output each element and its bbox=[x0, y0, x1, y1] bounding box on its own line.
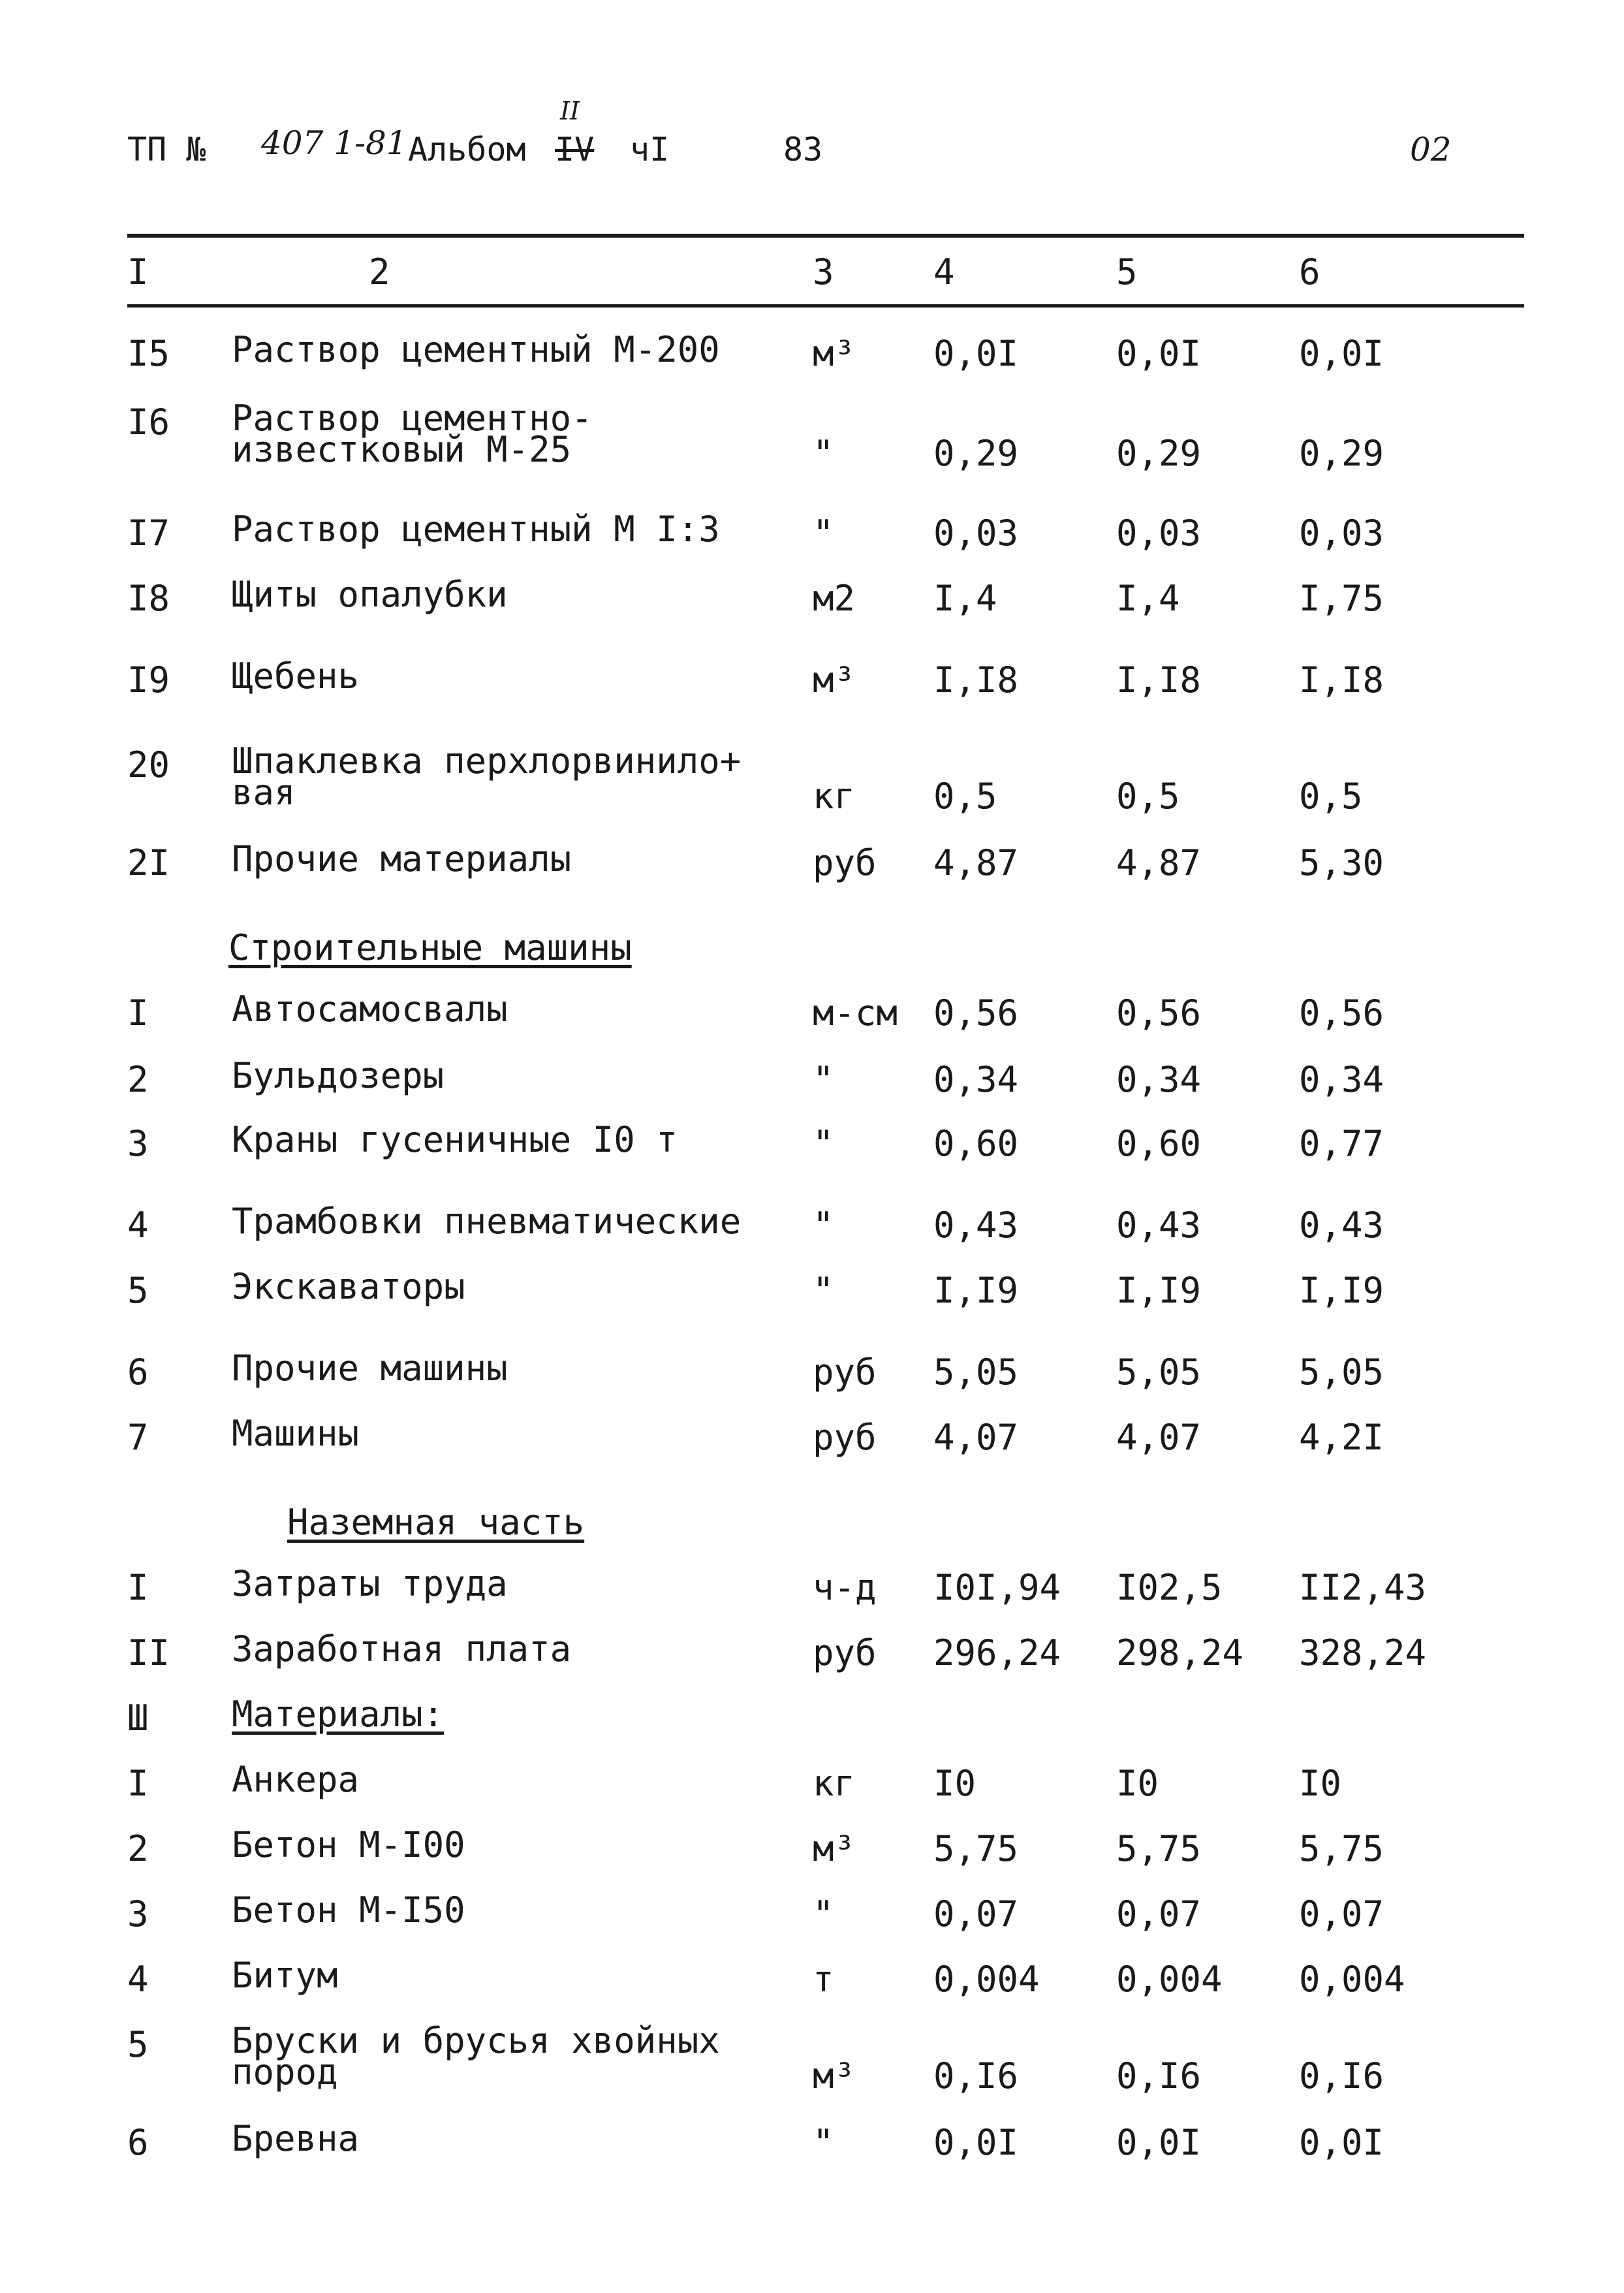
row-value-5: I02,5 bbox=[1116, 1567, 1223, 1608]
row-name: Раствор цементный М I:3 bbox=[232, 509, 720, 550]
row-unit: руб bbox=[813, 1417, 877, 1458]
row-value-6: 0,0I bbox=[1299, 333, 1384, 374]
table-row bbox=[0, 1413, 1624, 1482]
row-number: II bbox=[127, 1632, 170, 1673]
row-value-6: 4,2I bbox=[1299, 1417, 1384, 1458]
row-number: I5 bbox=[127, 333, 170, 374]
row-value-6: 0,77 bbox=[1299, 1123, 1384, 1164]
header-bottom-rule bbox=[127, 304, 1524, 308]
row-name-line-1: Шпаклевка перхлорвинило+ bbox=[232, 740, 742, 782]
row-name: Заработная плата bbox=[232, 1628, 572, 1669]
row-name: Щебень bbox=[232, 656, 360, 697]
table-row bbox=[0, 838, 1624, 908]
row-unit: кг bbox=[813, 1763, 856, 1804]
row-name: Щиты опалубки bbox=[232, 574, 508, 615]
col-number-2: 2 bbox=[369, 251, 390, 293]
row-value-4: 0,004 bbox=[933, 1959, 1040, 2000]
row-value-5: 298,24 bbox=[1116, 1632, 1244, 1673]
row-value-6: I0 bbox=[1299, 1763, 1342, 1804]
row-value-5: 0,07 bbox=[1116, 1893, 1202, 1935]
row-value-5: 4,07 bbox=[1116, 1417, 1202, 1458]
row-number: 3 bbox=[127, 1893, 149, 1935]
row-unit: " bbox=[813, 1270, 834, 1311]
row-number: 5 bbox=[127, 2024, 149, 2065]
row-value-6: 0,34 bbox=[1299, 1059, 1384, 1100]
table-row bbox=[0, 2118, 1624, 2187]
row-unit: м³ bbox=[813, 2055, 856, 2096]
row-name: Раствор цементный М-200 bbox=[232, 329, 720, 370]
row-name-line-2: вая bbox=[232, 772, 296, 813]
row-value-4: 0,I6 bbox=[933, 2055, 1019, 2096]
row-value-6: II2,43 bbox=[1299, 1567, 1427, 1608]
corner-mark: 02 bbox=[1410, 131, 1452, 168]
row-value-4: I,I9 bbox=[933, 1270, 1019, 1311]
row-unit: м2 bbox=[813, 578, 856, 619]
row-name: Бульдозеры bbox=[232, 1055, 445, 1096]
col-number-5: 5 bbox=[1116, 251, 1138, 293]
table-row bbox=[0, 1201, 1624, 1270]
album-number: IV bbox=[555, 131, 595, 168]
row-value-6: I,75 bbox=[1299, 578, 1384, 619]
row-value-4: 0,03 bbox=[933, 513, 1019, 554]
table-row bbox=[0, 2020, 1624, 2122]
row-value-5: I,I8 bbox=[1116, 659, 1202, 701]
row-number: I bbox=[127, 1567, 149, 1608]
row-value-5: 0,0I bbox=[1116, 333, 1202, 374]
row-number: Ш bbox=[127, 1698, 149, 1739]
row-value-4: I,4 bbox=[933, 578, 997, 619]
table-row bbox=[0, 1890, 1624, 1959]
part-label: чI bbox=[630, 131, 670, 168]
table-row bbox=[0, 1759, 1624, 1828]
row-unit: " bbox=[813, 1205, 834, 1246]
row-value-6: 0,07 bbox=[1299, 1893, 1384, 1935]
row-unit: " bbox=[813, 433, 834, 474]
row-unit: ч-д bbox=[813, 1567, 877, 1608]
table-row bbox=[0, 1694, 1624, 1763]
row-name-line-1: Бруски и брусья хвойных bbox=[232, 2020, 720, 2061]
row-unit: м³ bbox=[813, 1828, 856, 1869]
row-value-5: 0,0I bbox=[1116, 2122, 1202, 2163]
row-unit: м³ bbox=[813, 333, 856, 374]
table-row bbox=[0, 398, 1624, 499]
row-value-6: 0,29 bbox=[1299, 433, 1384, 474]
table-row bbox=[0, 1955, 1624, 2024]
table-row bbox=[0, 1266, 1624, 1335]
table-row bbox=[0, 1055, 1624, 1124]
row-unit: руб bbox=[813, 1632, 877, 1673]
row-number: 2 bbox=[127, 1059, 149, 1100]
row-value-4: 0,43 bbox=[933, 1205, 1019, 1246]
row-value-5: I,4 bbox=[1116, 578, 1180, 619]
row-value-4: 0,0I bbox=[933, 2122, 1019, 2163]
row-value-6: I,I8 bbox=[1299, 659, 1384, 701]
table-row bbox=[0, 988, 1624, 1058]
table-row bbox=[0, 1119, 1624, 1188]
row-value-4: I0 bbox=[933, 1763, 976, 1804]
row-unit: т bbox=[813, 1959, 834, 2000]
row-value-4: 0,56 bbox=[933, 992, 1019, 1034]
row-value-6: 0,I6 bbox=[1299, 2055, 1384, 2096]
row-value-6: 0,43 bbox=[1299, 1205, 1384, 1246]
section-heading-ground: Наземная часть bbox=[287, 1502, 585, 1543]
row-number: 4 bbox=[127, 1959, 149, 2000]
row-unit: м-см bbox=[813, 992, 898, 1034]
row-name: Автосамосвалы bbox=[232, 988, 508, 1030]
table-row bbox=[0, 574, 1624, 643]
row-value-5: I0 bbox=[1116, 1763, 1159, 1804]
album-number-handwritten: II bbox=[560, 97, 580, 125]
row-number: 5 bbox=[127, 1270, 149, 1311]
row-name: Бетон М-I50 bbox=[232, 1890, 465, 1931]
row-unit: " bbox=[813, 2122, 834, 2163]
row-value-5: 4,87 bbox=[1116, 842, 1202, 883]
row-number: 2I bbox=[127, 842, 170, 883]
row-name: Прочие машины bbox=[232, 1348, 508, 1389]
row-value-4: 0,29 bbox=[933, 433, 1019, 474]
row-name: Битум bbox=[232, 1955, 338, 1996]
table-row bbox=[0, 1628, 1624, 1698]
row-value-4: 0,60 bbox=[933, 1123, 1019, 1164]
row-unit: руб bbox=[813, 1352, 877, 1393]
row-value-4: 0,07 bbox=[933, 1893, 1019, 1935]
row-number: I6 bbox=[127, 402, 170, 443]
row-value-5: 0,004 bbox=[1116, 1959, 1223, 2000]
row-unit: руб bbox=[813, 842, 877, 883]
row-value-4: 0,34 bbox=[933, 1059, 1019, 1100]
row-name: Машины bbox=[232, 1413, 360, 1454]
row-value-4: 5,75 bbox=[933, 1828, 1019, 1869]
row-value-6: 5,30 bbox=[1299, 842, 1384, 883]
table-row bbox=[0, 1824, 1624, 1893]
row-name: Материалы: bbox=[232, 1694, 445, 1735]
row-value-5: 0,60 bbox=[1116, 1123, 1202, 1164]
row-unit: " bbox=[813, 1123, 834, 1164]
table-row bbox=[0, 509, 1624, 578]
row-name: Затраты труда bbox=[232, 1563, 508, 1604]
row-value-6: 0,03 bbox=[1299, 513, 1384, 554]
table-row bbox=[0, 656, 1624, 725]
row-number: 6 bbox=[127, 1352, 149, 1393]
row-value-5: 5,05 bbox=[1116, 1352, 1202, 1393]
row-value-5: 0,03 bbox=[1116, 513, 1202, 554]
table-row bbox=[0, 1563, 1624, 1632]
row-number: I9 bbox=[127, 659, 170, 701]
row-number: I bbox=[127, 992, 149, 1034]
doc-prefix: ТП № bbox=[127, 131, 206, 168]
row-number: I bbox=[127, 1763, 149, 1804]
row-value-5: I,I9 bbox=[1116, 1270, 1202, 1311]
row-number: 7 bbox=[127, 1417, 149, 1458]
row-number: 3 bbox=[127, 1123, 149, 1164]
row-value-6: 0,56 bbox=[1299, 992, 1384, 1034]
row-name: Экскаваторы bbox=[232, 1266, 465, 1307]
row-number: I8 bbox=[127, 578, 170, 619]
col-number-3: 3 bbox=[813, 251, 834, 293]
row-unit: " bbox=[813, 513, 834, 554]
row-value-4: I,I8 bbox=[933, 659, 1019, 701]
row-number: 6 bbox=[127, 2122, 149, 2163]
header-top-rule bbox=[127, 234, 1524, 238]
row-value-4: 5,05 bbox=[933, 1352, 1019, 1393]
row-unit: кг bbox=[813, 776, 856, 817]
row-value-4: 4,07 bbox=[933, 1417, 1019, 1458]
row-value-4: 296,24 bbox=[933, 1632, 1061, 1673]
row-value-5: 0,43 bbox=[1116, 1205, 1202, 1246]
row-value-5: 0,5 bbox=[1116, 776, 1180, 817]
project-number: 407 1-81 bbox=[261, 124, 407, 162]
page-number: 83 bbox=[783, 131, 823, 168]
row-value-5: 0,34 bbox=[1116, 1059, 1202, 1100]
col-number-1: I bbox=[127, 251, 149, 293]
row-name: Анкера bbox=[232, 1759, 360, 1800]
row-name: Трамбовки пневматические bbox=[232, 1201, 742, 1242]
row-name: Прочие материалы bbox=[232, 838, 572, 879]
row-name: Бревна bbox=[232, 2118, 360, 2159]
row-value-6: 0,0I bbox=[1299, 2122, 1384, 2163]
row-value-5: 0,56 bbox=[1116, 992, 1202, 1034]
row-value-6: 328,24 bbox=[1299, 1632, 1427, 1673]
row-unit: " bbox=[813, 1059, 834, 1100]
row-value-5: 5,75 bbox=[1116, 1828, 1202, 1869]
row-number: 20 bbox=[127, 744, 170, 785]
row-value-5: 0,29 bbox=[1116, 433, 1202, 474]
row-unit: " bbox=[813, 1893, 834, 1935]
row-value-6: 5,75 bbox=[1299, 1828, 1384, 1869]
row-value-6: 0,004 bbox=[1299, 1959, 1405, 2000]
row-value-6: 5,05 bbox=[1299, 1352, 1384, 1393]
row-value-4: 0,0I bbox=[933, 333, 1019, 374]
row-name: Бетон М-I00 bbox=[232, 1824, 465, 1865]
row-name-line-2: пород bbox=[232, 2051, 338, 2093]
row-unit: м³ bbox=[813, 659, 856, 701]
row-value-4: 4,87 bbox=[933, 842, 1019, 883]
album-label: Альбом bbox=[408, 131, 526, 168]
col-number-6: 6 bbox=[1299, 251, 1320, 293]
row-value-6: 0,5 bbox=[1299, 776, 1363, 817]
row-name-line-1: Раствор цементно- bbox=[232, 398, 593, 439]
row-name: Краны гусеничные I0 т bbox=[232, 1119, 678, 1160]
row-value-4: I0I,94 bbox=[933, 1567, 1061, 1608]
table-row bbox=[0, 1348, 1624, 1417]
row-name-line-2: известковый М-25 bbox=[232, 429, 572, 470]
row-value-6: I,I9 bbox=[1299, 1270, 1384, 1311]
table-row bbox=[0, 740, 1624, 842]
row-number: I7 bbox=[127, 513, 170, 554]
row-number: 4 bbox=[127, 1205, 149, 1246]
row-value-4: 0,5 bbox=[933, 776, 997, 817]
row-number: 2 bbox=[127, 1828, 149, 1869]
section-heading-machines: Строительные машины bbox=[228, 927, 632, 968]
col-number-4: 4 bbox=[933, 251, 955, 293]
table-row bbox=[0, 329, 1624, 398]
row-value-5: 0,I6 bbox=[1116, 2055, 1202, 2096]
